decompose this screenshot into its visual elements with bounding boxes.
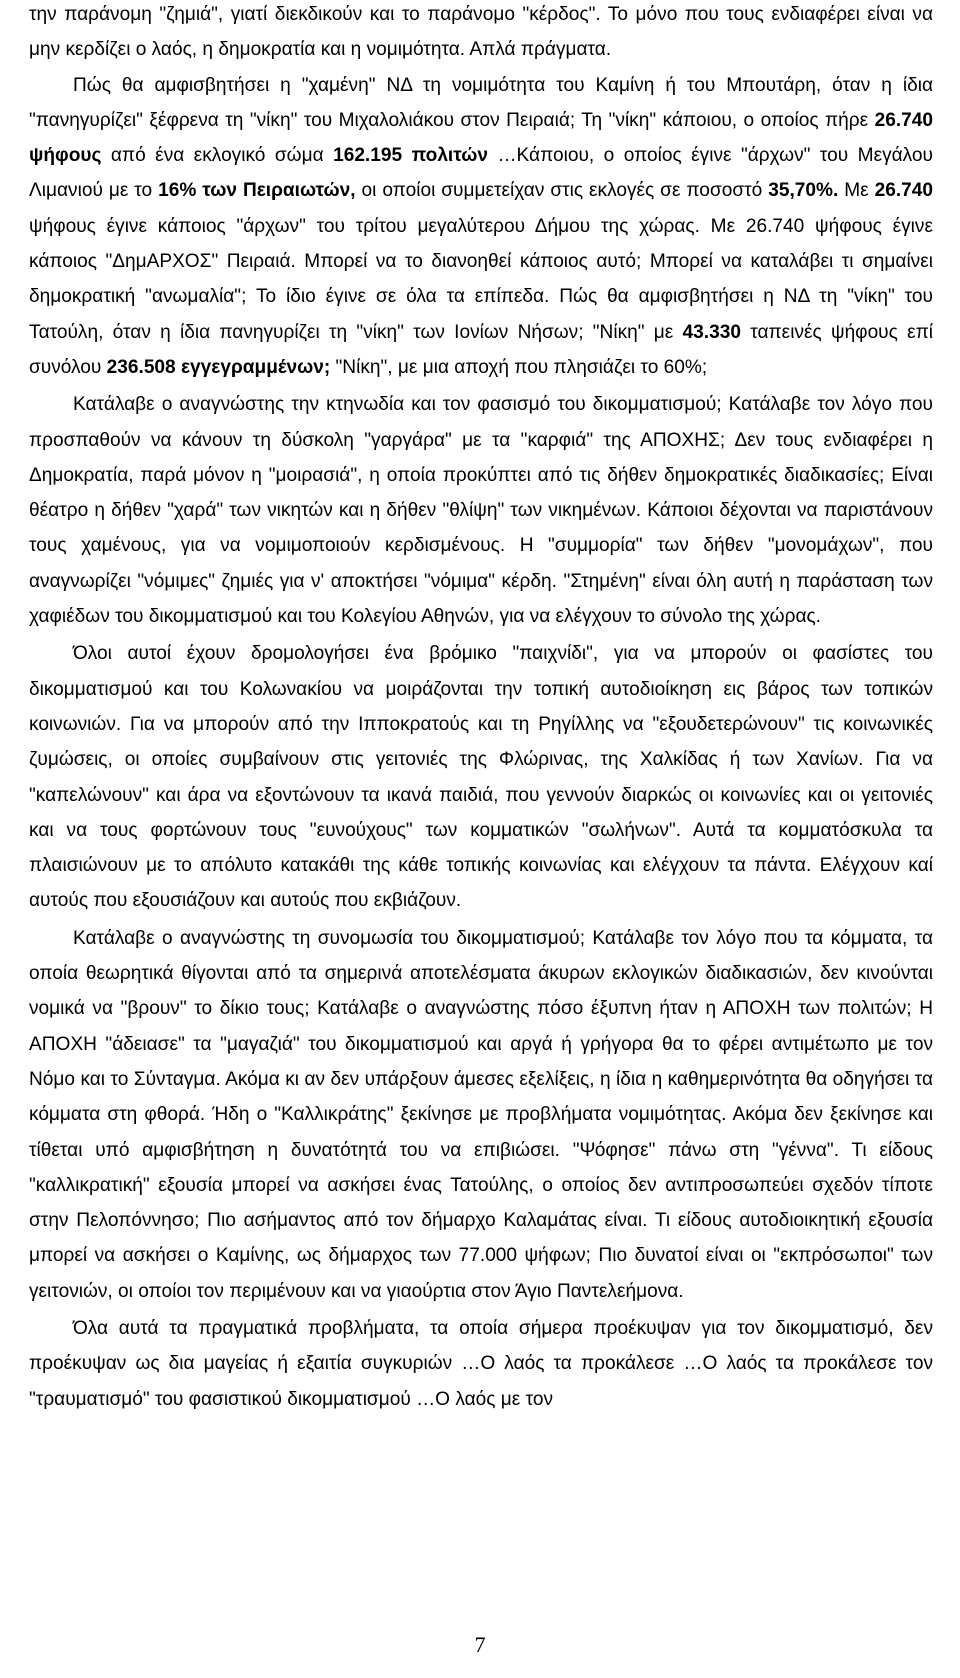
paragraph-1 — [29, 68, 933, 386]
text-run: …Κάποιου, ο οποίος έγινε "άρχων" του Μεγάλου Λιμανιού με το — [29, 145, 933, 202]
paragraph-0: την παράνομη "ζημιά", γιατί διεκδικούν και το παράνομο "κέρδος". Το μόνο που τους ενδιαφέρει είναι να μην κερδίζει ο λαός, η δημοκρατία και η νομιμότητα. Απλά πράγματα. — [29, 4, 933, 61]
paragraph-4: Κατάλαβε ο αναγνώστης τη συνομωσία του δικομματισμού; Κατάλαβε τον λόγο που τα κόμματα, τα οποία θεωρητικά θίγονται από τα σημερινά αποτελέσματα άκυρων εκλογικών διαδικασιών, δεν κινούνται νομικά να "βρουν" το δίκιο τους; Κατάλαβε ο αναγνώστης πόσο έξυπνη ήταν η ΑΠΟΧΗ των πολιτών; Η ΑΠΟΧΗ "άδειασε" τα "μαγαζιά" του δικομματισμού και αργά ή γρήγορα θα το φέρει αντιμέτωπο με τον Νόμο και το Σύνταγμα. Ακόμα κι αν δεν υπάρξουν άμεσες εξελίξεις, η ίδια η καθημερινότητα θα οδηγήσει τα κόμματα στη φθορά. Ήδη ο "Καλλικράτης" ξεκίνησε με προβλήματα νομιμότητας. Ακόμα δεν ξεκίνησε και τίθεται υπό αμφισβήτηση η δυνατότητά του να επιβιώσει. "Ψόφησε" πάνω στη "γέννα". Τι είδους "καλλικρατική" εξουσία μπορεί να ασκήσει ένας Τατούλης, ο οποίος δεν αντιπροσωπεύει σχεδόν τίποτε στην Πελοπόννησο; Πιο ασήμαντος από τον δήμαρχο Καλαμάτας είναι. Τι είδους αυτοδιοικητική εξουσία μπορεί να ασκήσει ο Καμίνης, ως δήμαρχος των 77.000 ψήφων; Πιο δυνατοί είναι οι "εκπρόσωποι" των γειτονιών, οι οποίοι τον περιμένουν και να γιαούρτια στον Άγιο Παντελεήμονα. — [29, 927, 933, 1302]
bold-run: 26.740 ψήφους — [29, 109, 933, 167]
text-run: Πώς θα αμφισβητήσει η "χαμένη" ΝΔ τη νομιμότητα του Καμίνη ή του Μπουτάρη, όταν η ίδια "πανηγυρίζει" ξέφρενα τη "νίκη" του Μιχαλολιάκου στον Πειραιά; Τη "νίκη" κάποιου, ο οποίος πήρε — [29, 74, 933, 131]
bold-run: 43.330 — [682, 321, 741, 343]
page-number: 7 — [474, 1632, 486, 1657]
text-run: Με — [838, 180, 875, 202]
paragraph-2: Κατάλαβε ο αναγνώστης την κτηνωδία και τον φασισμό του δικομματισμού; Κατάλαβε τον λόγο που προσπαθούν να κάνουν τη δύσκολη "γαργάρα" με τα "καρφιά" της ΑΠΟΧΗΣ; Δεν τους ενδιαφέρει η Δημοκρατία, παρά μόνον η "μοιρασιά", η οποία προκύπτει από τις δήθεν δημοκρατικές διαδικασίες; Είναι θέατρο η δήθεν "χαρά" των νικητών και η δήθεν "θλίψη" των νικημένων. Κάποιοι δέχονται να παριστάνουν τους χαμένους, για να νομιμοποιούν κερδισμένους. Η "συμμορία" των δήθεν "μονομάχων", που αναγνωρίζει "νόμιμες" ζημιές για ν' αποκτήσει "νόμιμα" κέρδη. "Στημένη" είναι όλη αυτή η παράσταση των χαφιέδων του δικομματισμού και του Κολεγίου Αθηνών, για να ελέγχουν το σύνολο της χώρας. — [29, 394, 933, 628]
bold-run: 35,70%. — [768, 180, 839, 202]
paragraph-5: Όλα αυτά τα πραγματικά προβλήματα, τα οποία σήμερα προέκυψαν για τον δικομματισμό, δεν προέκυψαν ως δια μαγείας ή εξαιτία συγκυριών …Ο λαός τα προκάλεσε …Ο λαός τα προκάλεσε τον "τραυματισμό" του φασιστικού δικομματισμού …Ο λαός με τον — [29, 1317, 933, 1410]
text-run: οι οποίοι συμμετείχαν στις εκλογές σε ποσοστό — [355, 180, 769, 202]
paragraph-3: Όλοι αυτοί έχουν δρομολογήσει ένα βρόμικο "παιχνίδι", για να μπορούν οι φασίστες του δικομματισμού και του Κολωνακίου να μοιράζονται την τοπική αυτοδιοίκηση εις βάρος των τοπικών κοινωνιών. Για να μπορούν από την Ιπποκρατούς και τη Ρηγίλλης να "εξουδετερώνουν" τις κοινωνικές ζυμώσεις, οι οποίες συμβαίνουν στις γειτονιές της Φλώρινας, της Χαλκίδας ή των Χανίων. Για να "καπελώνουν" και άρα να εξοντώνουν τα ικανά παιδιά, που γεννούν διαρκώς οι κοινωνίες και οι γειτονιές και να τους φορτώνουν τους "ευνούχους" των κομματικών "σωλήνων". Αυτά τα κομματόσκυλα τα πλαισιώνουν με το απόλυτο κατακάθι της κάθε τοπικής κοινωνίας και ελέγχουν τα πάντα. Ελέγχουν καί αυτούς που εξουσιάζουν και αυτούς που εκβιάζουν. — [29, 643, 933, 912]
text-run: ταπεινές ψήφους επί συνόλου — [29, 321, 934, 378]
bold-run: 26.740 — [874, 180, 933, 202]
text-run: ψήφους έγινε κάποιος "άρχων" του τρίτου μεγαλύτερου Δήμου της χώρας. Με 26.740 ψήφους έγινε κάποιος "ΔημΑΡΧΟΣ" Πειραιά. Μπορεί να το διανοηθεί κάποιος αυτό; Μπορεί να καταλάβει τι σημαίνει δημοκρατική "ανωμαλία"; Το ίδιο έγινε σε όλα τα επίπεδα. Πώς θα αμφισβητήσει η ΝΔ τη "νίκη" του Τατούλη, όταν η ίδια πανηγυρίζει τη "νίκη" των Ιονίων Νήσων; "Νίκη" με — [29, 215, 933, 343]
text-run: "Νίκη", με μια αποχή που πλησιάζει το 60%; — [330, 356, 708, 378]
bold-run: 236.508 εγγεγραμμένων; — [106, 356, 331, 378]
bold-run: 16% των Πειραιωτών, — [158, 180, 356, 202]
document-body — [29, 0, 933, 1417]
text-run: από ένα εκλογικό σώμα — [101, 145, 334, 167]
bold-run: 162.195 πολιτών — [333, 145, 488, 167]
